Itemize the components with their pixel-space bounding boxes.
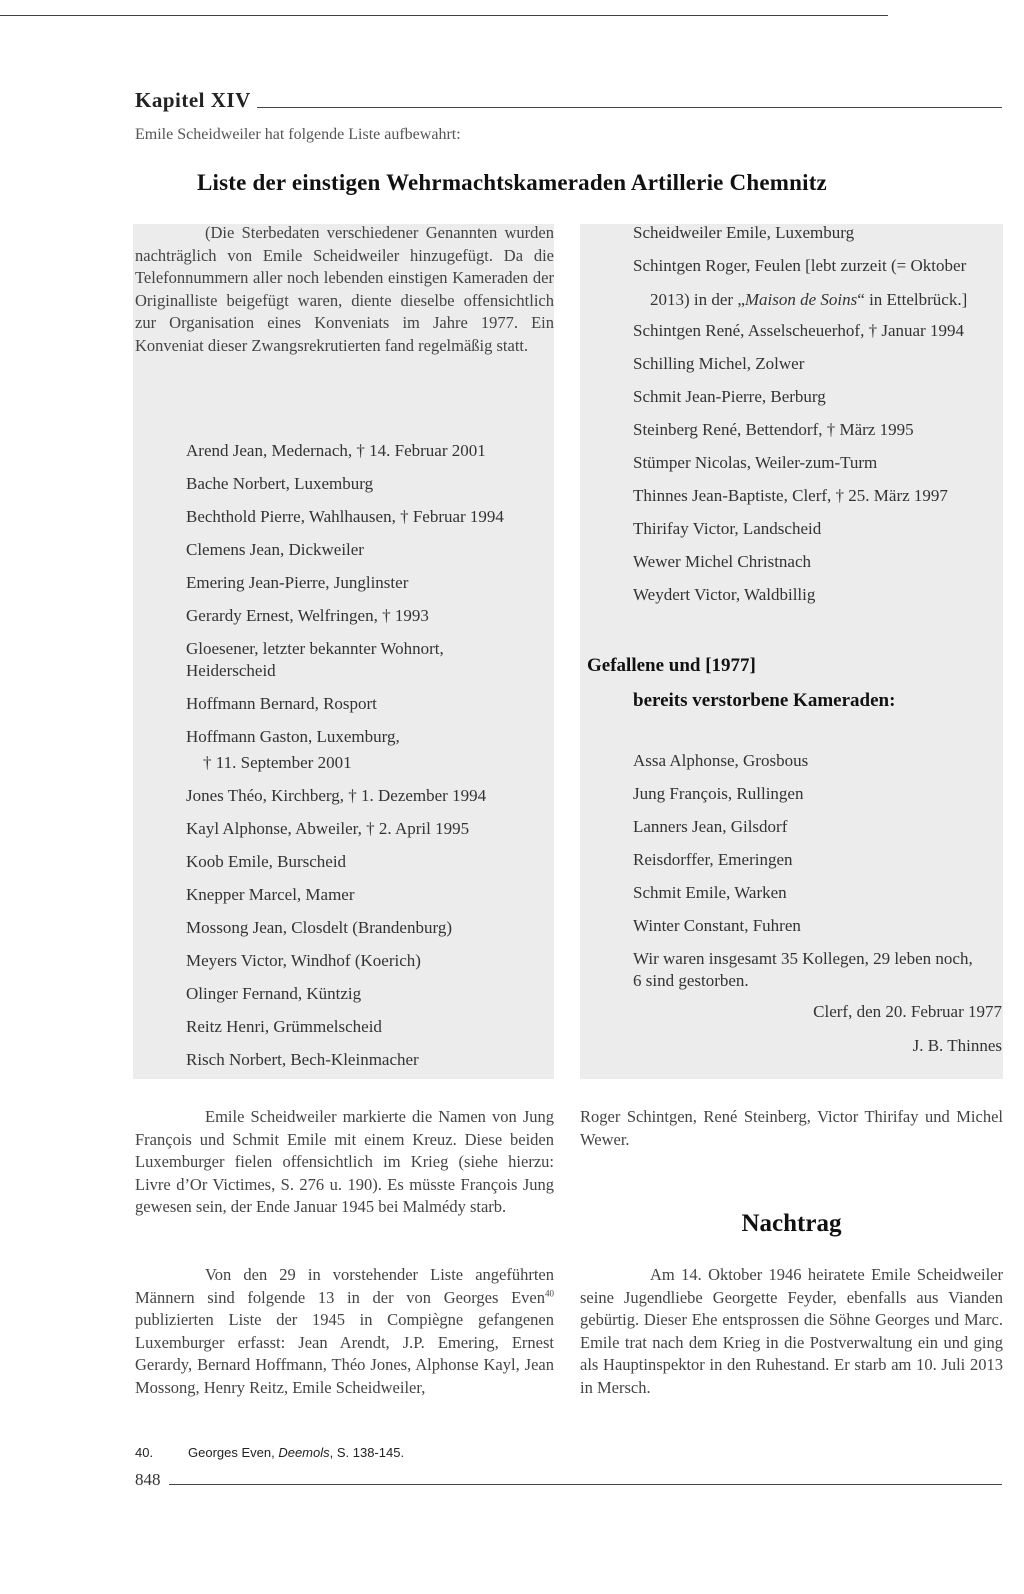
list-item: Hoffmann Bernard, Rosport [186,694,377,713]
nachtrag-heading: Nachtrag [741,1210,842,1237]
body-paragraph-2 [135,1264,554,1399]
list-item: Winter Constant, Fuhren [633,916,801,935]
list-item-line: Hoffmann Gaston, Luxemburg, [186,727,400,746]
list-item: Knepper Marcel, Mamer [186,885,355,904]
page-footer [135,1468,1002,1490]
list-item [186,726,400,774]
list-item: Gerardy Ernest, Welfringen, † 1993 [186,606,429,625]
list-item: Arend Jean, Medernach, † 14. Februar 2001 [186,441,486,460]
body-paragraph-2-text: publizierten Liste der 1945 in Compiègne gefangenen Luxemburger erfasst: Jean Arendt, J.P. Emering, Ernest Gerardy, Bernard Hoffmann, Théo Jones, Alphonse Kayl, Jean Mossong, Henry Reitz, Emile Scheidweiler, [135,1310,554,1397]
list-item: Reitz Henri, Grümmelscheid [186,1017,382,1036]
list-item: Schmit Jean-Pierre, Berburg [633,387,826,406]
chapter-title: Kapitel XIV [135,88,251,112]
body-paragraph-2-text: Von den 29 in vorstehender Liste angeführten Männern sind folgende 13 in der von Georges Even [135,1265,554,1307]
list-item: Olinger Fernand, Küntzig [186,984,362,1003]
header-rule [257,107,1002,108]
footnote [135,1445,404,1460]
deceased-subheading-1: Gefallene und [1977] [587,655,756,676]
list-item: Schmit Emile, Warken [633,883,787,902]
list-item: Scheidweiler Emile, Luxemburg [633,223,855,242]
list-item-continuation [650,289,967,311]
list-item [186,638,444,682]
chapter-header [135,89,1002,113]
list-item: Clemens Jean, Dickweiler [186,540,364,559]
list-item: Bechthold Pierre, Wahlhausen, † Februar 1994 [186,507,504,526]
list-item: Mossong Jean, Closdelt (Brandenburg) [186,918,452,937]
list-item: Assa Alphonse, Grosbous [633,751,809,770]
place-date: Clerf, den 20. Februar 1977 [813,1002,1002,1021]
list-item: Steinberg René, Bettendorf, † März 1995 [633,420,914,439]
footer-rule [169,1484,1003,1485]
list-note: (Die Sterbedaten verschiedener Genannten wurden nachträglich von Emile Scheidweiler hinzugefügt. Da die Telefonnummern aller noch lebenden einstigen Kameraden der Originalliste beigefügt waren, diente dieselbe offensichtlich zur Organisation eines Konveniats im Jahre 1977. Ein Konveniat dieser Zwangsrekrutierten fand regelmäßig statt. [135,223,554,355]
list-item: Lanners Jean, Gilsdorf [633,817,788,836]
list-item: Reisdorffer, Emeringen [633,850,793,869]
continuation-prefix: 2013) in der „ [650,290,745,309]
list-item: Schilling Michel, Zolwer [633,354,805,373]
footnote-text: , S. 138-145. [329,1445,405,1460]
list-item: Weydert Victor, Waldbillig [633,585,816,604]
signature: J. B. Thinnes [912,1036,1002,1055]
list-item: Bache Norbert, Luxemburg [186,474,374,493]
list-title: Liste der einstigen Wehrmachtskameraden Artillerie Chemnitz [197,170,827,195]
list-item-line: Gloesener, letzter bekannter Wohnort, [186,639,444,658]
footnote-reference: 40 [545,1288,554,1298]
page-number: 848 [135,1470,161,1489]
list-item: Emering Jean-Pierre, Junglinster [186,573,409,592]
list-summary [633,948,973,992]
summary-line: Wir waren insgesamt 35 Kollegen, 29 leben noch, [633,949,973,968]
intro-text: Emile Scheidweiler hat folgende Liste aufbewahrt: [135,126,461,143]
list-item: Wewer Michel Christnach [633,552,812,571]
footnote-title: Deemols [278,1445,330,1460]
list-item: Stümper Nicolas, Weiler-zum-Turm [633,453,878,472]
summary-line: 6 sind gestorben. [633,971,749,990]
list-item: Kayl Alphonse, Abweiler, † 2. April 1995 [186,819,470,838]
top-rule [0,15,888,16]
footnote-text: Georges Even, [188,1445,279,1460]
list-item: Koob Emile, Burscheid [186,852,347,871]
list-item: Thirifay Victor, Landscheid [633,519,822,538]
list-item: Thinnes Jean-Baptiste, Clerf, † 25. März 1997 [633,486,948,505]
nachtrag-paragraph: Am 14. Oktober 1946 heiratete Emile Scheidweiler seine Jugendliebe Georgette Feyder, ebenfalls aus Vianden gebürtig. Dieser Ehe entsprossen die Söhne Georges und Marc. Emile trat nach dem Krieg in die Postverwaltung ein und ging als Hauptinspektor in den Ruhestand. Er starb am 10. Juli 2013 in Mersch. [580,1265,1003,1397]
deceased-subheading-2: bereits verstorbene Kameraden: [633,690,896,711]
list-item-line: † 11. September 2001 [203,753,352,772]
list-item: Risch Norbert, Bech-Kleinmacher [186,1050,419,1069]
list-item: Jones Théo, Kirchberg, † 1. Dezember 1994 [186,786,487,805]
footnote-number: 40. [135,1445,154,1460]
list-item: Jung François, Rullingen [633,784,804,803]
continuation-italic: Maison de Soins [744,290,858,309]
list-item: Schintgen René, Asselscheuerhof, † Januar 1994 [633,321,964,340]
body-paragraph-1: Emile Scheidweiler markierte die Namen von Jung François und Schmit Emile mit einem Kreuz. Diese beiden Luxemburger fielen offensichtlich im Krieg (siehe hierzu: Livre d’Or Victimes, S. 276 u. 190). Es müsste François Jung gewesen sein, der Ende Januar 1945 bei Malmédy starb. [135,1107,554,1216]
continuation-suffix: “ in Ettelbrück.] [857,290,968,309]
list-item: Meyers Victor, Windhof (Koerich) [186,951,421,970]
body-paragraph-2-continued: Roger Schintgen, René Steinberg, Victor Thirifay und Michel Wewer. [580,1107,1003,1149]
list-item: Schintgen Roger, Feulen [lebt zurzeit (= Oktober [633,256,967,275]
list-item-line: Heiderscheid [186,661,276,680]
